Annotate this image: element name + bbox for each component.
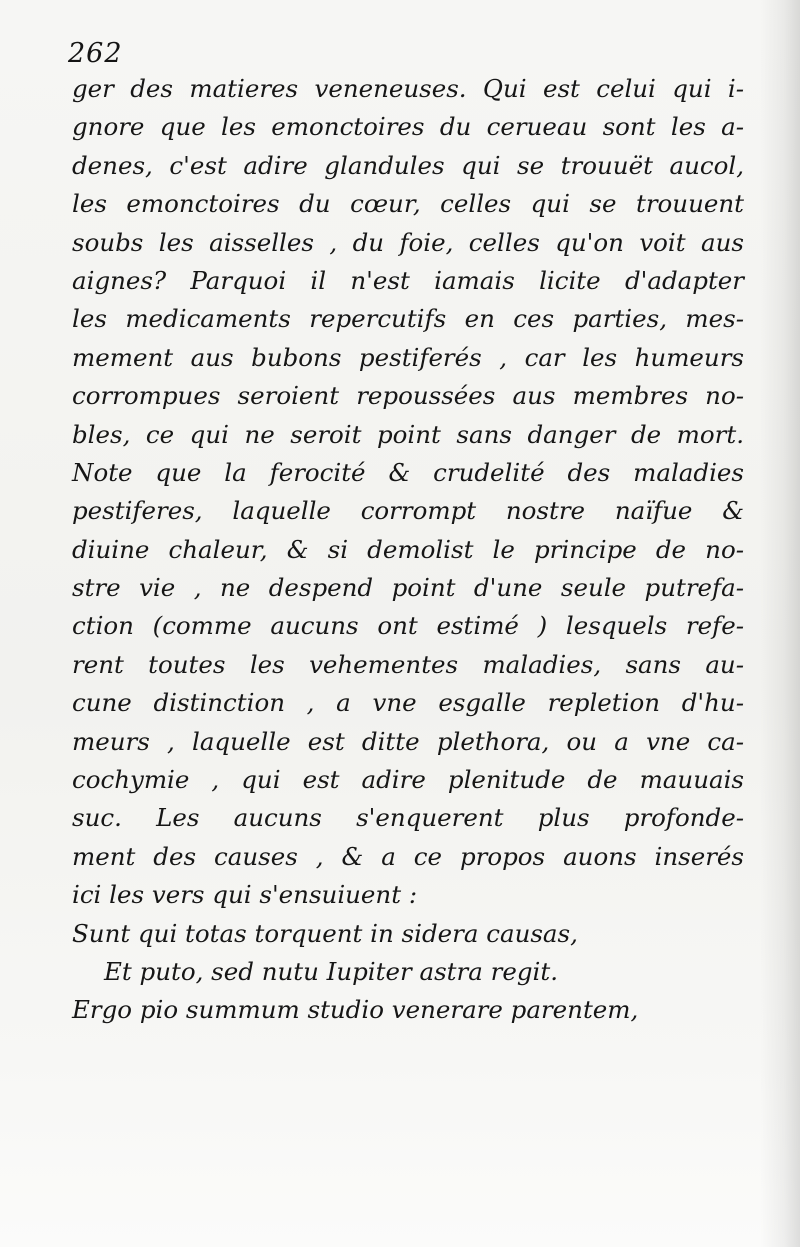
text-line: aignes? Parquoi il n'est iamais licite d'adapter	[72, 265, 744, 295]
verse-line: Ergo pio summum studio venerare parentem,	[72, 995, 639, 1025]
verse-line: Sunt qui totas torquent in sidera causas,	[72, 918, 578, 948]
text-line: bles, ce qui ne seroit point sans danger de mort.	[72, 419, 744, 449]
verse-line: Et puto, sed nutu Iupiter astra regit.	[104, 956, 558, 986]
text-line: cochymie , qui est adire plenitude de mauuais	[72, 765, 744, 795]
text-line: ment des causes , & a ce propos auons inserés	[72, 841, 744, 871]
page-number: 262	[68, 38, 123, 69]
text-line: denes, c'est adire glandules qui se trouuët aucol,	[72, 150, 744, 180]
text-line: meurs , laquelle est ditte plethora, ou a vne ca-	[72, 726, 744, 756]
text-line: mement aus bubons pestiferés , car les humeurs	[72, 342, 744, 372]
text-line: les emonctoires du cœur, celles qui se trouuent	[72, 189, 744, 219]
text-line: suc. Les aucuns s'enquerent plus profonde-	[72, 803, 744, 833]
text-line: Note que la ferocité & crudelité des maladies	[72, 457, 744, 487]
text-line: cune distinction , a vne esgalle repletion d'hu-	[72, 688, 744, 718]
text-line: corrompues seroient repoussées aus membres no-	[72, 381, 744, 411]
text-line: diuine chaleur, & si demolist le principe de no-	[72, 534, 744, 564]
text-line: les medicaments repercutifs en ces parties, mes-	[72, 304, 744, 334]
text-line: ction (comme aucuns ont estimé ) lesquels refe-	[72, 611, 744, 641]
page-gutter-shadow	[760, 0, 800, 1247]
text-line: rent toutes les vehementes maladies, sans au-	[72, 649, 744, 679]
text-line: ger des matieres veneneuses. Qui est celui qui i-	[72, 74, 744, 103]
text-line: stre vie , ne despend point d'une seule putrefa-	[72, 573, 744, 603]
text-line: soubs les aisselles , du foie, celles qu'on voit aus	[72, 227, 744, 257]
text-line: ici les vers qui s'ensuiuent :	[72, 880, 418, 910]
page-body-text	[72, 70, 744, 1030]
text-line: gnore que les emonctoires du cerueau sont les a-	[72, 112, 744, 142]
text-line: pestiferes, laquelle corrompt nostre naïfue &	[72, 496, 744, 526]
